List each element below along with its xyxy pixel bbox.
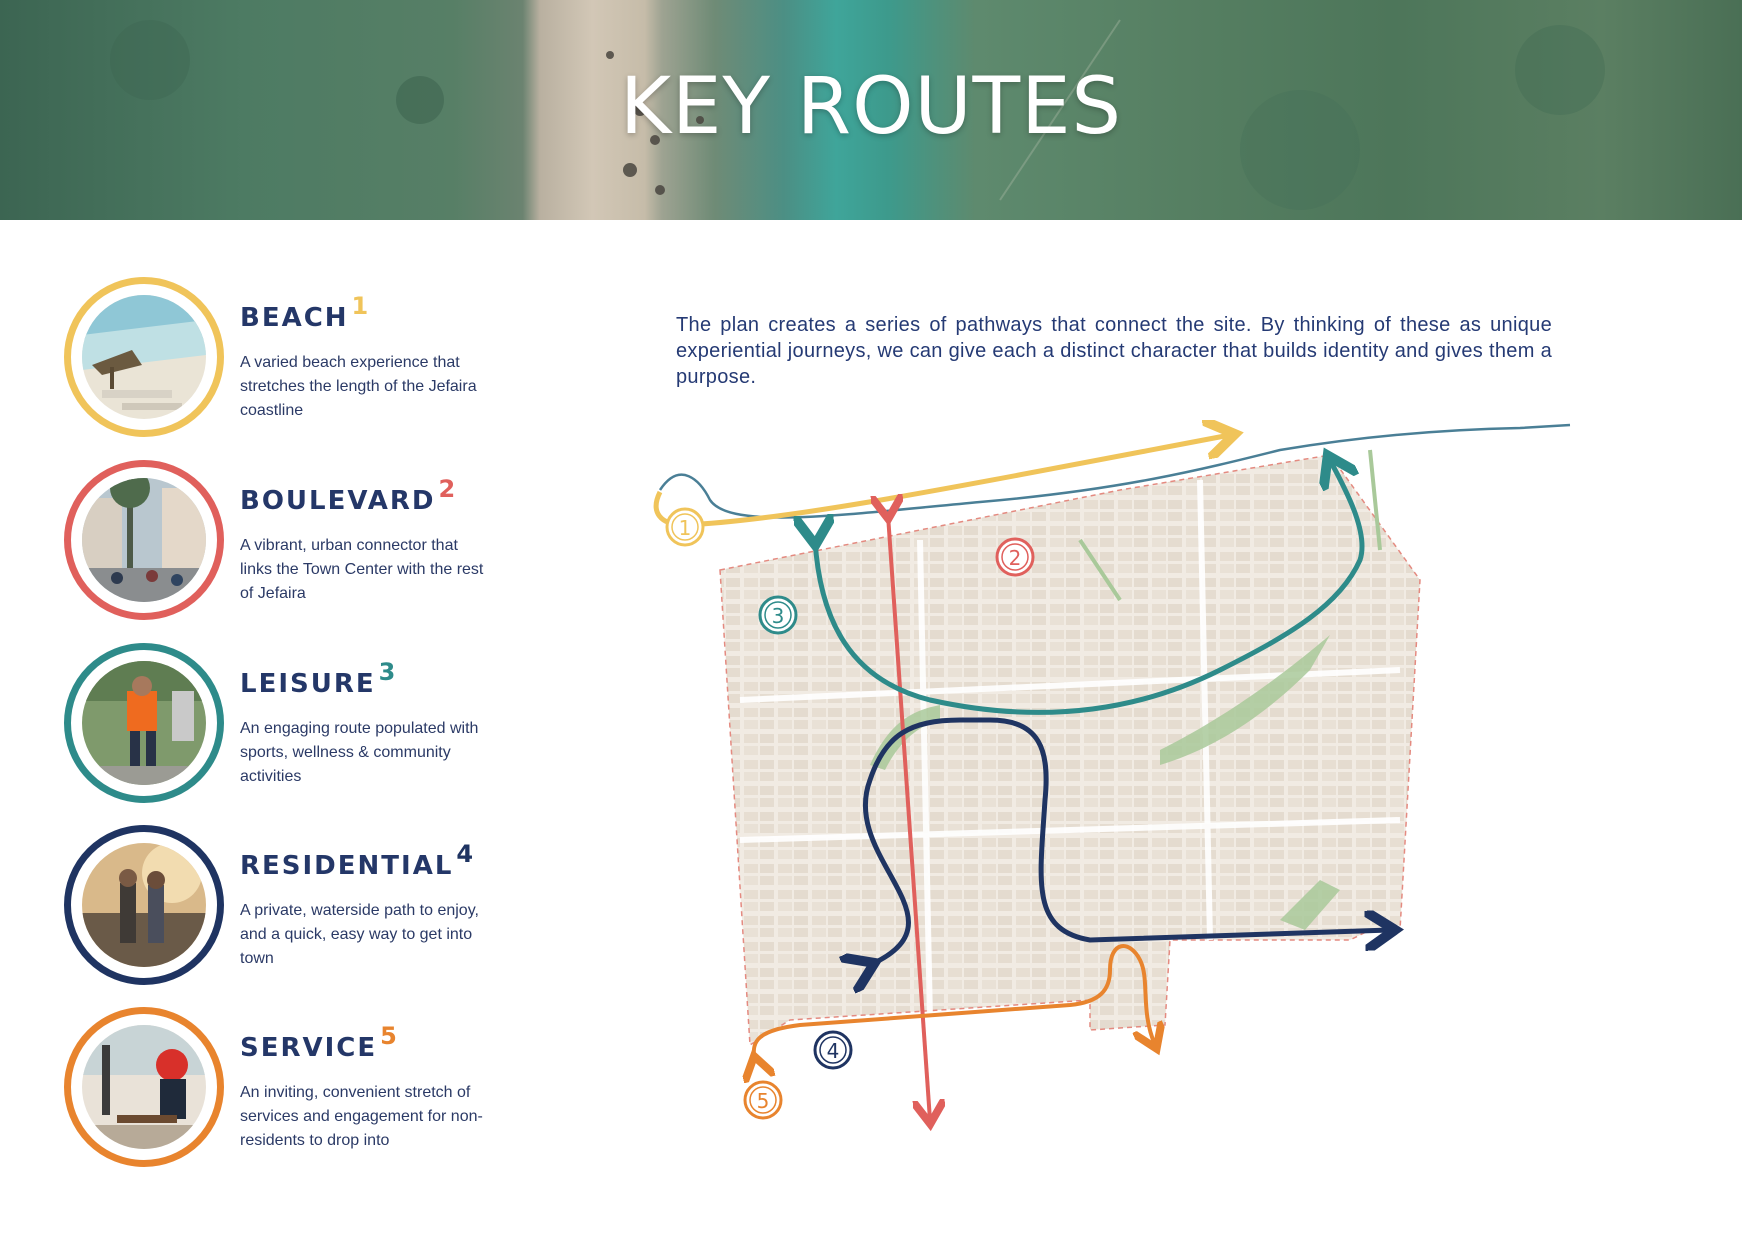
route-ring: [64, 460, 224, 620]
page-title: KEY ROUTES: [620, 62, 1122, 152]
svg-text:3: 3: [771, 604, 785, 628]
route-description: A private, waterside path to enjoy, and a quick, easy way to get into town: [240, 902, 479, 967]
route-name: BOULEVARD 2: [240, 475, 458, 516]
beach-photo: [82, 295, 206, 419]
route-name: RESIDENTIAL 4: [240, 840, 476, 881]
route-description: An inviting, convenient stretch of services and engagement for non-residents to drop into: [240, 1084, 483, 1149]
header-banner: [0, 0, 1742, 220]
route-item-residential: [64, 825, 504, 989]
svg-text:4: 4: [826, 1039, 840, 1063]
route-ring: [64, 1007, 224, 1167]
route-ring: [64, 643, 224, 803]
route-description: A varied beach experience that stretches the length of the Jefaira coastline: [240, 354, 477, 419]
route-ring: [64, 277, 224, 437]
service-photo: [82, 1025, 206, 1149]
routes-map: [640, 420, 1580, 1160]
svg-text:1: 1: [678, 516, 692, 540]
residential-photo: [82, 843, 206, 967]
route-marker-2: [997, 539, 1033, 575]
route-item-boulevard: [64, 460, 504, 624]
route-name: BEACH 1: [240, 292, 371, 333]
site-boundary: [720, 455, 1420, 1045]
route-description: A vibrant, urban connector that links the Town Center with the rest of Jefaira: [240, 537, 484, 602]
route-marker-4: [815, 1032, 851, 1068]
route-name: LEISURE 3: [240, 658, 398, 699]
route-item-leisure: [64, 643, 504, 807]
leisure-photo: [82, 661, 206, 785]
svg-text:2: 2: [1008, 546, 1022, 570]
route-item-beach: [64, 277, 504, 441]
intro-paragraph: The plan creates a series of pathways that connect the site. By thinking of these as unique experiential journeys, we can give each a distinct character that builds identity and gives them a purpose.: [676, 314, 1552, 388]
route-name: SERVICE 5: [240, 1022, 399, 1063]
svg-text:5: 5: [756, 1089, 770, 1113]
boulevard-photo: [82, 478, 206, 602]
route-ring: [64, 825, 224, 985]
route-marker-1: [667, 509, 703, 545]
route-item-service: [64, 1007, 504, 1171]
route-description: An engaging route populated with sports, wellness & community activities: [240, 720, 479, 785]
route-marker-3: [760, 597, 796, 633]
route-marker-5: [745, 1082, 781, 1118]
